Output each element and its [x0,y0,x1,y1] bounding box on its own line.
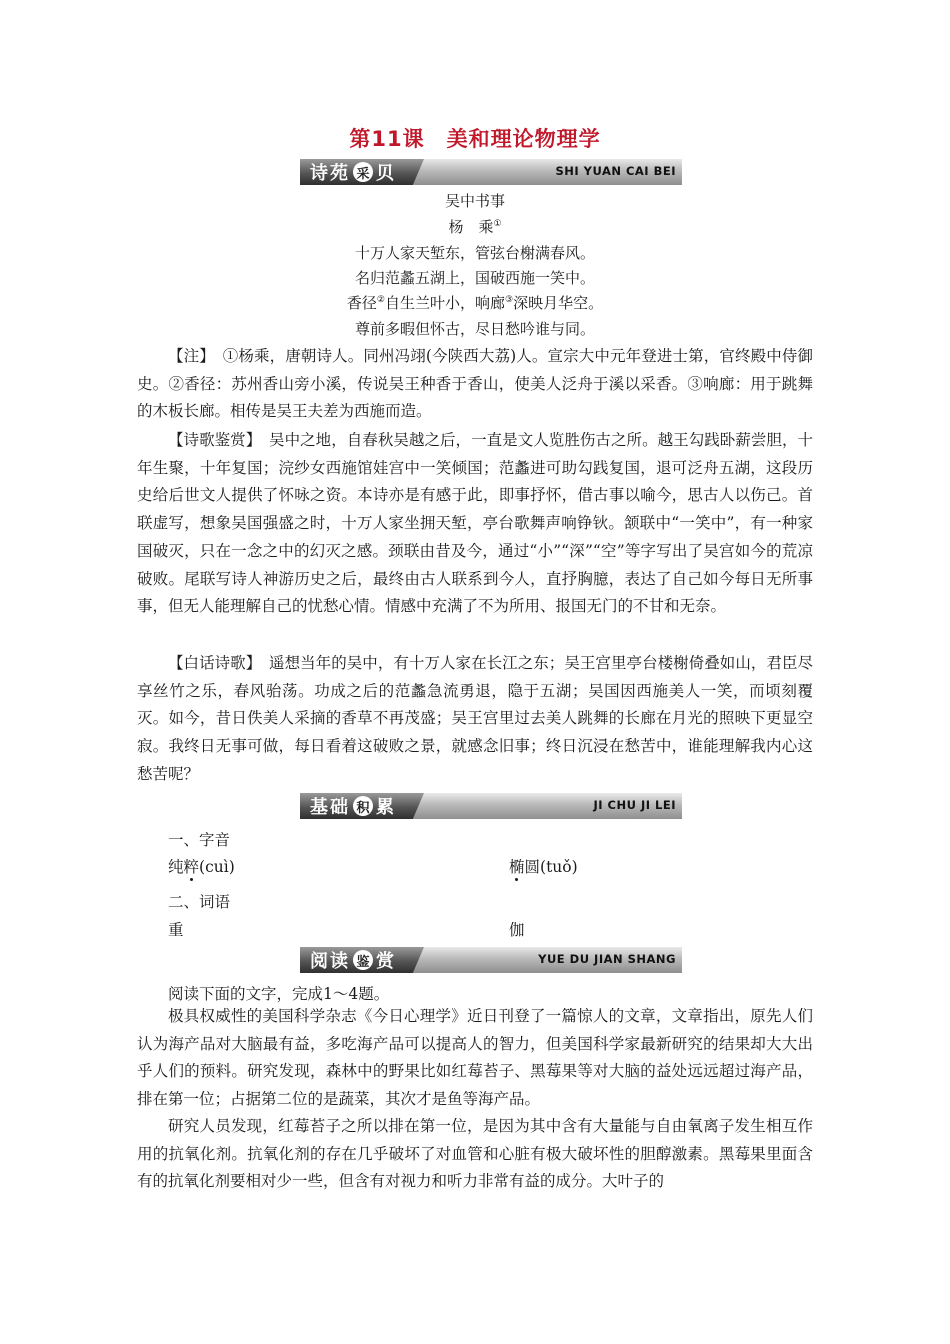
banner-subtitle: SHI YUAN CAI BEI [555,164,676,178]
poem-line-3b: 自生兰叶小，响廊 [384,294,505,312]
reading-instruction: 阅读下面的文字，完成1～4题。 [168,985,390,1003]
poem-line-2: 名归范蠡五湖上，国破西施一笑中。 [354,269,595,287]
poem-notes: 【注】 ①杨乘，唐朝诗人。同州冯翊(今陕西大荔)人。宣宗大中元年登进士第，官终殿中侍御史。②香径：苏州香山旁小溪，传说吴王种香于香山，使美人泛舟于溪以采香。③响廊：用于跳舞的木板长廊。相传是吴王夫差为西施而造。 [137,347,813,421]
basics-item-1-b: (cuì) [199,858,235,876]
poem-line-3 [0,292,950,313]
poem-line-3c: 深映月华空。 [513,294,604,312]
section-banner-yuedu [300,947,682,973]
page-title: 第11课 美和理论物理学 [349,127,601,151]
poem-note-3: ③ [505,295,514,305]
banner-badge: 积 [353,796,373,816]
reading-paragraph-2: 研究人员发现，红莓苔子之所以排在第一位，是因为其中含有大量能与自由氧离子发生相互作用的抗氧化剂。抗氧化剂的存在几乎破坏了对血管和心脏有极大破坏性的胆醇激素。黑莓果里面含有的抗氧化剂要相对少一些，但含有对视力和听力非常有益的成分。大叶子的 [137,1117,813,1191]
banner-text-a: 诗苑 [310,163,350,184]
poem-line-3a: 香径 [346,294,377,312]
basics-word-2: 伽 [509,921,525,939]
poem-title: 吴中书事 [444,192,505,210]
banner-text-b: 赏 [376,951,396,972]
section-banner-jichu [300,793,682,819]
banner-text-b: 累 [376,797,396,818]
basics-word-1: 重 [168,921,184,939]
poem-author-name: 杨 乘 [448,218,494,236]
basics-heading-words: 二、词语 [168,893,231,911]
poem-author-note: ① [493,219,502,229]
banner-text-b: 贝 [376,163,396,184]
section-banner-shiyuan [300,159,682,185]
poem-author [0,216,950,237]
reading-paragraph-1: 极具权威性的美国科学杂志《今日心理学》近日刊登了一篇惊人的文章，文章指出，原先人们认为海产品对大脑最有益，多吃海产品可以提高人的智力，但美国科学家最新研究的结果却大大出乎人们的预料。研究发现，森林中的野果比如红莓苔子、黑莓果等对大脑的益处远远超过海产品，排在第一位；占据第二位的是蔬菜，其次才是鱼等海产品。 [137,1007,813,1109]
basics-item-2-b: 圆(tuǒ) [524,858,578,876]
banner-badge: 采 [353,162,373,182]
banner-badge: 鉴 [353,950,373,970]
poem-line-1: 十万人家天堑东，管弦台榭满春风。 [354,244,595,262]
banner-text-a: 基础 [310,797,350,818]
basics-item-2 [509,855,578,877]
banner-title [310,949,396,971]
banner-subtitle: YUE DU JIAN SHANG [538,952,676,966]
banner-title [310,161,396,183]
basics-item-1 [168,855,235,877]
poem-appreciation: 【诗歌鉴赏】 吴中之地，自春秋吴越之后，一直是文人览胜伤古之所。越王勾践卧薪尝胆，十年生聚，十年复国；浣纱女西施馆娃宫中一笑倾国；范蠡进可助勾践复国，退可泛舟五湖，这段历史给后世文人提供了怀咏之资。本诗亦是有感于此，即事抒怀，借古事以喻今，思古人以伤己。首联虚写，想象吴国强盛之时，十万人家坐拥天堑，亭台歌舞声响铮钬。颔联中“一笑中”，有一种家国破灭，只在一念之中的幻灭之感。颈联由昔及今，通过“小”“深”“空”等字写出了吴宫如今的荒凉破败。尾联写诗人神游历史之后，最终由古人联系到今人，直抒胸臆，表达了自己如今每日无所事事，但无人能理解自己的忧愁心情。情感中充满了不为所用、报国无门的不甘和无奈。 [137,431,813,616]
banner-text-a: 阅读 [310,951,350,972]
banner-subtitle: JI CHU JI LEI [593,798,676,812]
banner-title [310,795,396,817]
basics-item-2-a: 椭 [509,858,525,876]
poem-line-4: 尊前多暇但怀古，尽日愁吟谁与同。 [354,320,595,338]
poem-note-2: ② [376,295,385,305]
basics-heading-pronunciation: 一、字音 [168,831,231,849]
basics-item-1-dotted: 粹 [183,858,200,876]
poem-vernacular: 【白话诗歌】 遥想当年的吴中，有十万人家在长江之东；吴王宫里亭台楼榭倚叠如山，君臣尽享丝竹之乐，春风骀荡。功成之后的范蠡急流勇退，隐于五湖；吴国因西施美人一笑，而顷刻覆灭。如今，昔日佚美人采摘的香草不再茂盛；吴王宫里过去美人跳舞的长廊在月光的照映下更显空寂。我终日无事可做，每日看着这破败之景，就感念旧事；终日沉浸在愁苦中，谁能理解我内心这愁苦呢？ [137,654,813,783]
basics-item-1-a: 纯 [168,858,184,876]
